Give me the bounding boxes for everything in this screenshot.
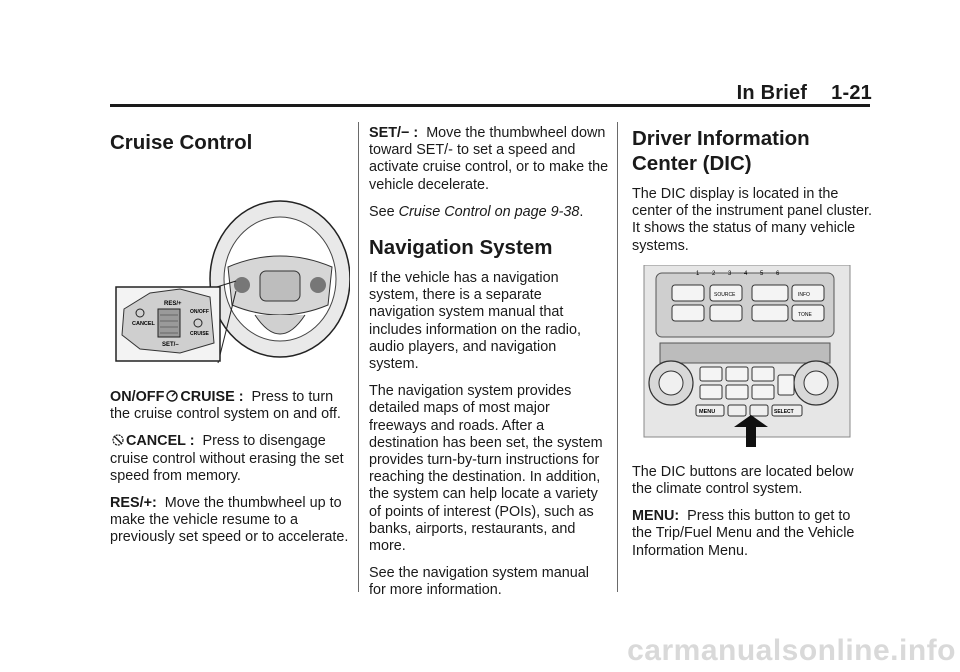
set-text: Move the thumbwheel down toward SET/- to set a speed and activate cruise control, or to make the vehicle decelerate. [369, 125, 609, 193]
tone-label: TONE [798, 311, 812, 318]
steering-wheel-illustration [210, 201, 350, 357]
cruise-label: CRUISE [190, 331, 209, 337]
column-divider-2 [617, 122, 618, 592]
nav-paragraph-1: If the vehicle has a navigation system, there is a separate navigation system manual that includes information on the radio, audio players, and navigation system. [369, 270, 581, 373]
set-term: SET/− : [369, 125, 419, 141]
watermark: carmanualsonline.info [627, 634, 956, 667]
dic-paragraph-1: The DIC display is located in the center of the instrument panel cluster. It shows the status of many vehicle systems. [632, 186, 872, 254]
cruise-icon [166, 390, 178, 402]
page-number: 1-21 [831, 82, 872, 104]
info-label: INFO [798, 291, 810, 298]
onoff-text: Press to turn the cruise control system on and off. [110, 389, 341, 423]
preset-5: 5 [760, 270, 764, 277]
navigation-heading: Navigation System [369, 236, 553, 260]
cruise-buttons-callout [116, 287, 220, 361]
menu-term: MENU: [632, 508, 680, 525]
cancel-label: CANCEL [132, 321, 155, 327]
res-text: Move the thumbwheel up to make the vehicle resume to a previously set speed or to accelerate. [110, 495, 349, 546]
cancel-term: CANCEL : [126, 433, 195, 450]
preset-3: 3 [728, 270, 732, 277]
cruise-term: CRUISE : [180, 389, 244, 405]
preset-1: 1 [696, 270, 700, 277]
onoff-term: ON/OFF [110, 389, 165, 405]
see-suffix: . [579, 203, 584, 220]
onoff-label: ON/OFF [190, 309, 209, 315]
dic-paragraph-2: The DIC buttons are located below the climate control system. [632, 463, 854, 498]
preset-6: 6 [776, 270, 780, 277]
column-divider-1 [358, 122, 359, 592]
cancel-text: Press to disengage cruise control without erasing the set speed from memory. [110, 433, 344, 484]
onoff-paragraph [110, 389, 350, 423]
cruise-control-heading: Cruise Control [110, 131, 253, 154]
select-button-label: SELECT [774, 408, 794, 415]
res-term: RES/+: [110, 495, 157, 512]
center-stack-figure [626, 265, 858, 450]
header-rule [110, 104, 870, 107]
set-label: SET/– [162, 342, 179, 348]
set-paragraph [369, 125, 609, 194]
preset-2: 2 [712, 270, 716, 277]
cancel-paragraph [110, 433, 350, 485]
res-label: RES/+ [164, 301, 182, 307]
column-cruise [110, 122, 350, 557]
nav-paragraph-3: See the navigation system manual for more information. [369, 565, 589, 599]
nav-paragraph-2: The navigation system provides detailed maps of most major freeways and roads. After a destination has been set, the system provides turn-by-turn instructions for reaching the destination. In addition, the system can help locate a variety of points of interest (POIs), such as banks, airports, restaurants, and more. [369, 383, 603, 555]
cruise-reference-link[interactable]: Cruise Control on page 9-38 [398, 203, 580, 220]
page-header [737, 82, 872, 105]
steering-wheel-figure [110, 175, 350, 365]
dic-heading: Driver Information Center (DIC) [632, 127, 810, 175]
cancel-icon [112, 434, 124, 446]
column-navigation [369, 125, 609, 610]
source-label: SOURCE [714, 291, 736, 298]
see-cruise-reference [369, 204, 609, 221]
menu-paragraph [632, 508, 872, 560]
res-paragraph [110, 495, 350, 547]
menu-button-label: MENU [699, 408, 716, 415]
section-title: In Brief [736, 82, 808, 104]
preset-4: 4 [744, 270, 748, 277]
see-prefix: See [369, 203, 395, 220]
menu-text: Press this button to get to the Trip/Fuel Menu and the Vehicle Information Menu. [632, 508, 855, 559]
column-dic [632, 126, 872, 570]
